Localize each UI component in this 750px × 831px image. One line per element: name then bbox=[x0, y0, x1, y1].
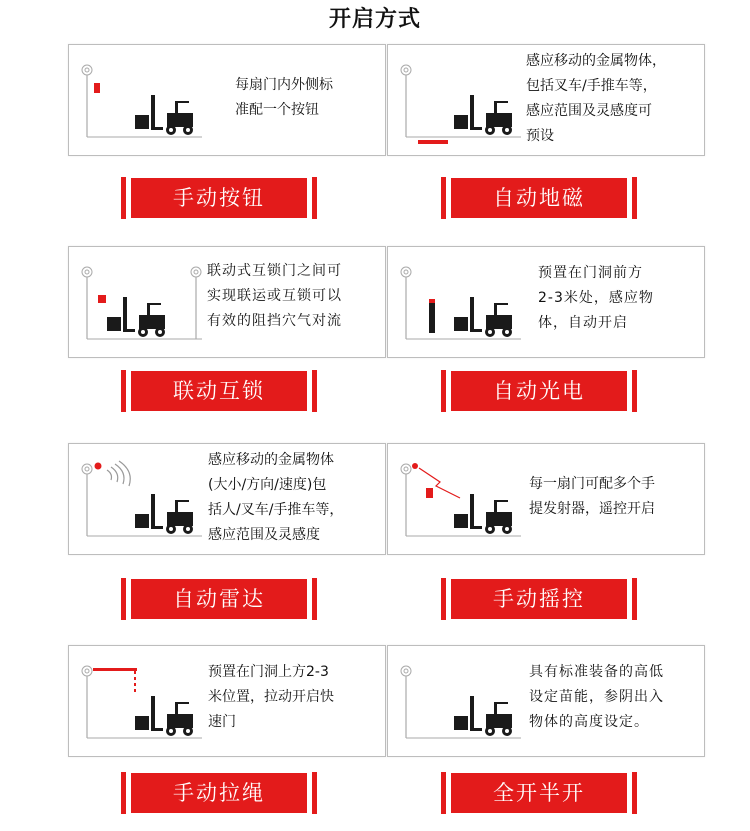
forklift-icon bbox=[107, 297, 165, 337]
radar-sensor-icon bbox=[95, 463, 102, 470]
mode-desc-line: 速门 bbox=[208, 714, 236, 730]
forklift-icon bbox=[135, 95, 193, 135]
mode-desc-line: 米位置，拉动开启快 bbox=[208, 689, 334, 705]
remote-transmitter-icon bbox=[426, 488, 433, 498]
forklift-icon bbox=[454, 95, 512, 135]
mode-card-manual-button bbox=[68, 44, 386, 156]
mode-desc-line: (大小/方向/速度)包 bbox=[208, 477, 327, 493]
mode-desc-line: 设定苗能，参阴出入 bbox=[529, 689, 664, 705]
mode-card-interlock bbox=[68, 246, 386, 358]
mode-desc-line: 有效的阻挡穴气对流 bbox=[207, 313, 342, 329]
mode-desc-line: 括人/叉车/手推车等， bbox=[208, 502, 344, 518]
mode-card-full-half-open bbox=[387, 645, 705, 757]
mode-desc-line: 感应移动的金属物体 bbox=[208, 452, 334, 468]
signal-zigzag-icon bbox=[419, 468, 460, 498]
forklift-interlock-illustration bbox=[77, 255, 207, 347]
mode-card-pull-cord bbox=[68, 645, 386, 757]
mode-desc-line: 提发射器，遥控开启 bbox=[529, 501, 655, 517]
forklift-remote-illustration bbox=[396, 452, 526, 544]
mode-desc-line: 体，自动开启 bbox=[538, 315, 628, 331]
mode-label-pull-cord: 手动拉绳 bbox=[131, 773, 307, 813]
mode-card-auto-radar bbox=[68, 443, 386, 555]
mode-desc-line: 联动式互锁门之间可 bbox=[207, 263, 342, 279]
mode-card-auto-photoelectric bbox=[387, 246, 705, 358]
forklift-icon bbox=[135, 494, 193, 534]
forklift-icon bbox=[135, 696, 193, 736]
mode-desc-line: 准配一个按钮 bbox=[235, 102, 319, 118]
mode-desc-line: 预设 bbox=[526, 128, 554, 144]
mode-card-auto-magnetic bbox=[387, 44, 705, 156]
mode-label-remote-control: 手动摇控 bbox=[451, 579, 627, 619]
push-button-icon bbox=[94, 83, 100, 93]
mode-card-remote-control bbox=[387, 443, 705, 555]
forklift-icon bbox=[454, 494, 512, 534]
mode-desc-line: 每一扇门可配多个手 bbox=[529, 476, 655, 492]
forklift-full-half-open-illustration bbox=[396, 654, 526, 746]
forklift-photoelectric-illustration bbox=[396, 255, 526, 347]
ground-sensor-icon bbox=[418, 140, 448, 144]
mode-desc-line: 2-3米处，感应物 bbox=[538, 290, 654, 306]
pull-cord-bar-icon bbox=[93, 668, 137, 671]
mode-desc-line: 感应范围及灵感度可 bbox=[526, 103, 652, 119]
forklift-magnetic-illustration bbox=[396, 53, 526, 145]
radar-waves-icon bbox=[107, 461, 130, 486]
mode-label-manual-button: 手动按钮 bbox=[131, 178, 307, 218]
mode-desc-line: 包括叉车/手推车等， bbox=[526, 78, 657, 94]
forklift-pull-cord-illustration bbox=[77, 654, 207, 746]
receiver-icon bbox=[412, 463, 418, 469]
mode-label-interlock: 联动互锁 bbox=[131, 371, 307, 411]
mode-desc-line: 预置在门洞上方2-3 bbox=[208, 664, 329, 680]
photo-sensor-icon bbox=[429, 299, 435, 303]
forklift-icon bbox=[454, 297, 512, 337]
forklift-radar-illustration bbox=[77, 452, 207, 544]
mode-label-auto-magnetic: 自动地磁 bbox=[451, 178, 627, 218]
mode-desc-line: 实现联运或互锁可以 bbox=[207, 288, 342, 304]
interlock-indicator-icon bbox=[98, 295, 106, 303]
mode-label-full-half-open: 全开半开 bbox=[451, 773, 627, 813]
mode-desc-line: 预置在门洞前方 bbox=[538, 265, 643, 281]
mode-desc-line: 感应范围及灵感度 bbox=[208, 527, 320, 543]
mode-desc-line: 具有标准装备的高低 bbox=[529, 664, 664, 680]
mode-label-auto-photoelectric: 自动光电 bbox=[451, 371, 627, 411]
mode-desc-line: 每扇门内外侧标 bbox=[235, 77, 333, 93]
page-title: 开启方式 bbox=[328, 7, 421, 32]
mode-label-auto-radar: 自动雷达 bbox=[131, 579, 307, 619]
forklift-icon bbox=[454, 696, 512, 736]
mode-desc-line: 感应移动的金属物体， bbox=[526, 53, 666, 69]
forklift-manual-button-illustration bbox=[77, 53, 207, 145]
mode-desc-line: 物体的高度设定。 bbox=[529, 714, 649, 730]
